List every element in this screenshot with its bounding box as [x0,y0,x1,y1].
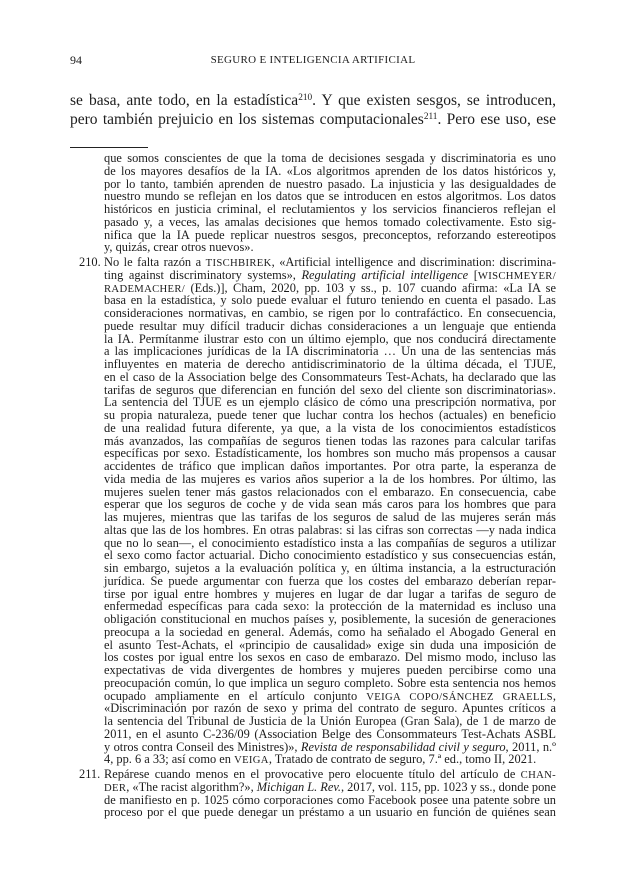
footnotes [70,152,556,819]
text-segment: . Pero ese uso, ese [437,111,556,128]
line-text: vida media de las mujeres es varios años superior a la de los hombres. Por último, las [104,471,556,486]
line-text: obligación constitucional en muchos países y, posiblemente, la sucesión de generaciones [104,612,556,626]
line-text [104,752,536,766]
running-title: SEGURO E INTELIGENCIA ARTIFICIAL [210,54,416,66]
line-text: influyentes en materia de derecho antidiscriminatorio de la última década, el TJUE, [104,357,556,371]
author-name: CHAN- [520,770,556,781]
line-text: tirse por igual entre hombres y mujeres en lugar de dar lugar a tarifas de seguro de [104,586,556,601]
line-text: históricos en justicia criminal, el reclutamientos y los servicios financieros reflejan el [104,202,556,216]
footnote-line [104,806,556,819]
line-text: preocupación común, lo que implica un seguro completo. Sobre esta sentencia nos hemos [104,675,556,690]
text-segment: se basa, ante todo, en la estadística [70,92,299,109]
body-text [70,91,556,129]
italic-title: Regulating artificial intelligence [301,267,469,282]
text-segment: ocupado ampliamente en el artículo conjunto [104,688,367,703]
italic-title: Michigan L. Rev. [256,779,341,794]
line-text: por lo tanto, también aprenden de nuestro pasado. La injusticia y las desigualdades de [104,176,556,191]
text-segment: 4, pp. 6 a 33; así como en [104,752,235,767]
author-name: TISCHBIREK [205,258,272,269]
footnote-separator [70,147,148,148]
line-text: el sexo como factor actuarial. Dicho conocimiento estadístico y sus consecuencias están, [104,548,556,563]
line-text: basa en la estadística, y solo puede evaluar el futuro teniendo en cuenta el pasado. Las [104,293,556,308]
line-text: la sentencia del Tribunal de Justicia de la Unión Europea (Gran Sala), de 1 de marzo de [104,714,556,728]
body-line [70,91,556,110]
line-text: enfermedad específicas para cada sexo: la protección de la maternidad es incluso una [104,599,556,614]
line-text: «Discriminación por razón de sexo y prima del contrato de seguro. Apuntes críticos a [104,701,556,716]
text-segment: pero también prejuicio en los sistemas computacionales [70,111,424,128]
footnote-211 [70,768,556,819]
line-text: accidentes de tráfico que implican daños importantes. Por otra parte, la esperanza de [104,459,556,473]
text-segment: , 2011, n.º [505,739,556,754]
text-segment: No le falta razón a [104,255,206,269]
line-text: preocupa a la sociedad en general. Además, como ha señalado el Abogado General en [104,624,556,639]
line-text: La sentencia del TJUE es un ejemplo clásico de cómo una prescripción normativa, por [104,395,556,410]
line-text: la IA. Permítanme ilustrar esto con un último ejemplo, que nos conducirá directamente [104,331,556,346]
line-text: sin embargo, sujetos a la evaluación política y, en última instancia, a la estructuración [104,561,556,575]
line-text: el asunto Test-Achats, el «principio de causalidad» exige sin duda una imposición de [104,637,556,652]
line-text: mujeres suelen tener más gastos relacionados con el embarazo. En consecuencia, cabe [104,484,556,499]
footnote-number: 211. [79,767,101,781]
line-text: expectativas de vida divergentes de hombres y mujeres pueden percibirse como una [104,663,556,677]
text-segment: Repárese cuando menos en el provocative pero elocuente título del artículo de [104,767,521,781]
author-name: VEIGA [234,755,269,767]
line-text: las mujeres, mientras que las tarifas de los seguros de salud de las mujeres serán más [104,510,556,524]
line-text: de una realidad futura diferente, ya que, a la vista de los conocimientos estadísticos [104,420,556,435]
line-text: más avanzados, las compañías de seguros tienen todas las razones para calcular tarifas [104,433,556,448]
line-text: proceso por el que puede denegar un préstamo a un usuario en función de quiénes sean [104,805,556,820]
line-text: su propia naturaleza, puede tener que luchar contra los hechos (actuales) en beneficio [104,408,556,422]
line-text: los costes por igual entre los sexos en caso de embarazo. Del mismo modo, incluso las [104,650,556,665]
footnote-210 [70,256,556,766]
line-text: altas que las de los hombres. En otras palabras: si las cifras son correctas —y nada indica [104,522,556,537]
line-text: tarifas de seguros que diferencian en función del sexo del cliente son discriminatorias». [104,382,556,397]
text-segment: , «The racist algorithm?», [126,779,257,794]
text-segment: y otros contra Conseil des Ministres)», [104,739,301,754]
italic-title: Revista de responsabilidad civil y seguro [300,739,506,754]
footnote-number: 210. [79,255,101,269]
author-name: WISCHMEYER/ [477,270,556,282]
line-text: nifica que la IA puede replicar nuestros sesgos, preconceptos, reforzando estereotipos [104,227,556,242]
body-line-text [70,111,556,128]
text-segment: (Eds.)], Cham, 2020, pp. 103 y ss., p. 107 cuando afirma: «La IA se [185,280,556,295]
line-text: esperar que los seguros de coche y de vida sean más caros para los hombres que para [104,497,556,512]
line-text: específicas por sexo. Estadísticamente, los hombres son mucho más propensos a causar [104,446,556,461]
line-text: 2011, en el asunto C-236/09 (Association Belge des Consommateurs Test-Achats ASBL [104,726,556,741]
running-header [70,52,556,68]
line-text: a las implicaciones jurídicas de la IA discriminatoria … Un una de las sentencias más [104,344,556,359]
text-segment: . Y que existen sesgos, se introducen, [312,92,556,109]
line-text: y, quizás, crear otros nuevos». [104,240,254,255]
text-segment: , [552,688,556,703]
line-text: que no lo sean—, el conocimiento estadístico insta a las compañías de seguros a utilizar [104,535,556,550]
footnote-ref-210: 210 [298,92,313,103]
footnote-ref-211: 211 [423,111,438,122]
author-name: RADEMACHER/ [104,283,186,295]
line-text: nuestro mundo se reflejan en los datos que se introducen en estos algoritmos. Los datos [104,189,556,204]
line-text: que somos conscientes de que la toma de decisiones sesgada y discriminatoria es uno [104,151,556,165]
body-line-text [70,92,556,109]
text-segment: , Tratado de contrato de seguro, 7.ª ed., tomo II, 2021. [268,752,537,767]
body-line [70,110,556,129]
footnote-line [104,241,556,254]
line-text: pasado y, a veces, las amalas decisiones que hemos tomado colectivamente. Esto sig- [104,214,556,229]
line-text: puede resultar muy difícil traducir dichas consideraciones a un lenguaje que entienda [104,318,556,333]
footnote-line [104,753,556,766]
page-number: 94 [70,53,82,67]
line-text: de los mayores desafíos de la IA. «Los algoritmos aprenden de los datos históricos y, [104,163,556,178]
author-name: VEIGA COPO/SÁNCHEZ GRAELLS [366,691,553,703]
text-segment: , «Artificial intelligence and discrimination: discrimina- [271,255,556,269]
line-text: en el caso de la Association belge des Consommateurs Test-Achats, ha declarado que las [104,369,556,384]
footnote-continuation [70,152,556,254]
author-name: DER [104,782,127,794]
text-segment: ting against discriminatory systems», [104,267,302,282]
line-text: de manifiesto en p. 1025 cómo corporaciones como Facebook posee una patente sobre un [104,792,556,807]
line-text: jurídica. Se puede argumentar con fuerza que los costes del embarazo deberían repar- [104,573,556,588]
line-text: consideraciones normativas, en cambio, se rigen por lo contrafáctico. En consecuencia, [104,306,556,320]
text-segment: , 2017, vol. 115, pp. 1023 y ss., donde pone [341,779,556,794]
text-segment: [ [468,267,478,282]
